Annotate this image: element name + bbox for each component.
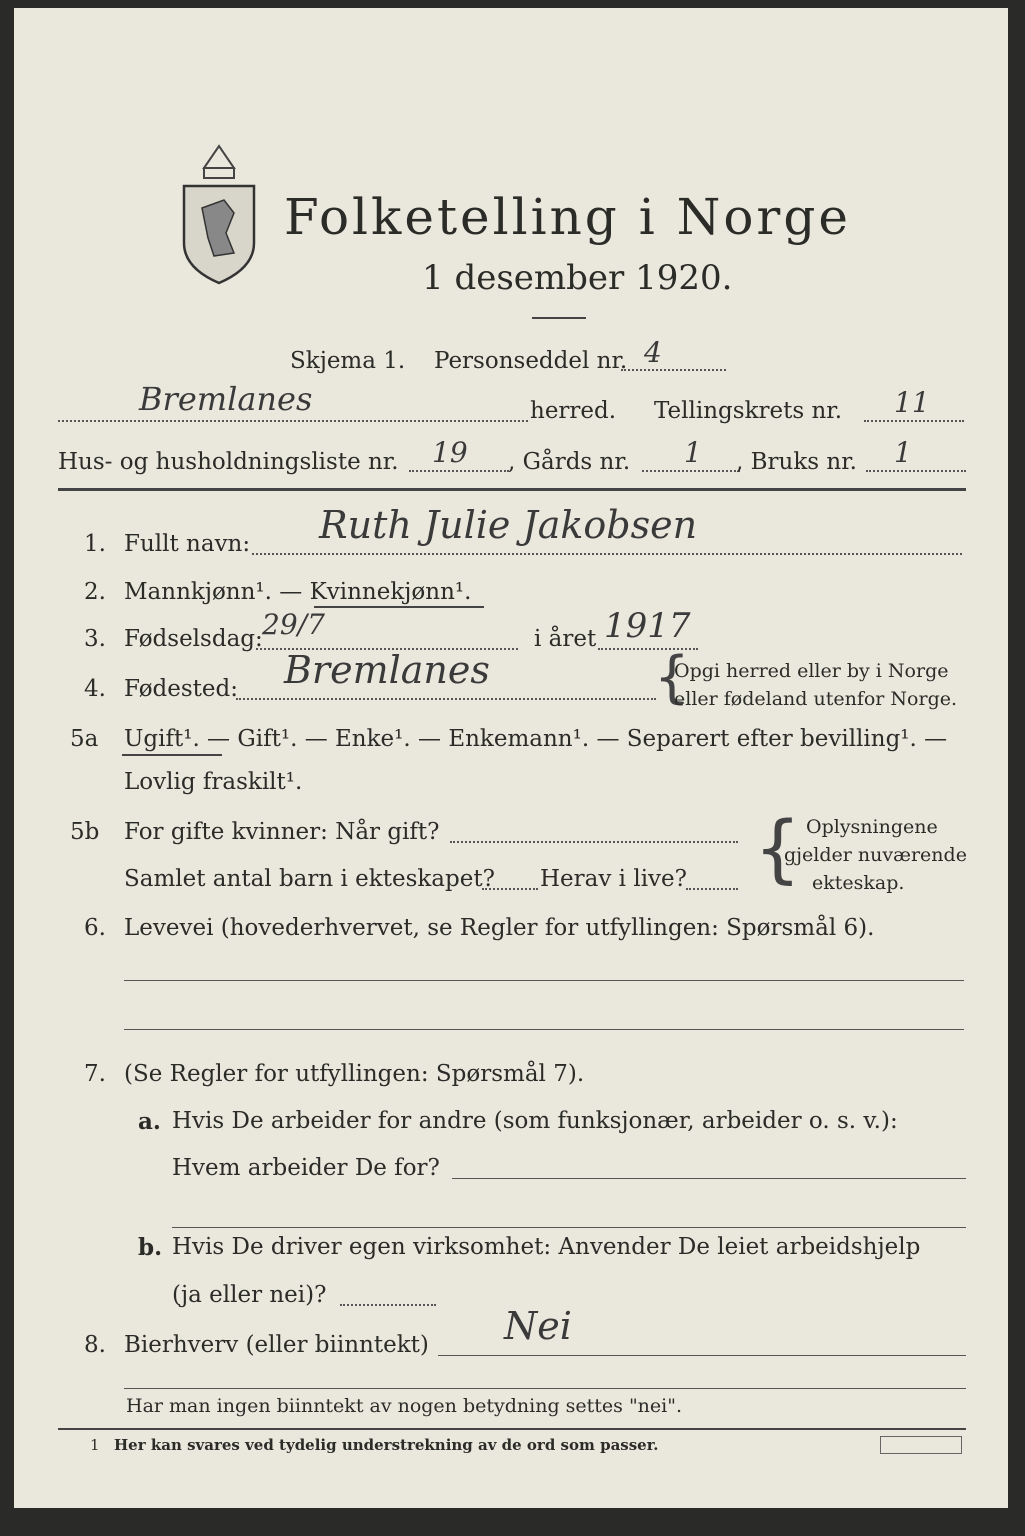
q7b-line-1: Hvis De driver egen virksomhet: Anvender De leiet arbeidshjelp <box>172 1234 921 1260</box>
q5a-number: 5a <box>70 726 99 752</box>
footnote-text: Her kan svares ved tydelig understrekning av de ord som passer. <box>114 1436 659 1454</box>
personseddel-value: 4 <box>644 336 662 369</box>
tellingskrets-line <box>864 420 964 422</box>
fullt-navn-line <box>252 553 962 555</box>
q7a-line-2: Hvem arbeider De for? <box>172 1155 440 1181</box>
kjonn-underline <box>314 606 484 608</box>
biinntekt-note: Har man ingen biinntekt av nogen betydning settes "nei". <box>126 1395 683 1417</box>
sivilstand-line-2: Lovlig fraskilt¹. <box>124 769 303 795</box>
footnote-mark: 1 <box>90 1436 100 1454</box>
q7-number: 7. <box>84 1061 106 1087</box>
hus-value: 19 <box>432 436 468 469</box>
q4-number: 4. <box>84 676 106 702</box>
q7b-letter: b. <box>138 1234 163 1261</box>
census-form-page <box>14 8 1008 1508</box>
form-date: 1 desember 1920. <box>422 258 733 298</box>
fullt-navn-value: Ruth Julie Jakobsen <box>319 503 698 547</box>
levevei-line-2 <box>124 1029 964 1030</box>
gards-line <box>642 470 740 472</box>
ugift-underline <box>122 754 222 756</box>
fodested-note-1: Opgi herred eller by i Norge <box>674 660 949 682</box>
tellingskrets-label: Tellingskrets nr. <box>654 398 843 424</box>
kjonn-label: Mannkjønn¹. — Kvinnekjønn¹. <box>124 579 472 605</box>
title-divider <box>532 317 586 319</box>
q7-label: (Se Regler for utfyllingen: Spørsmål 7). <box>124 1061 585 1087</box>
q7a-line-1: Hvis De arbeider for andre (som funksjonær, arbeider o. s. v.): <box>172 1108 898 1134</box>
aaret-value: 1917 <box>604 606 691 646</box>
q8-number: 8. <box>84 1332 106 1358</box>
q2-number: 2. <box>84 579 106 605</box>
personseddel-line <box>621 369 726 371</box>
printer-stamp <box>880 1436 962 1454</box>
q7b-answer-line <box>340 1304 436 1306</box>
bruks-label: , Bruks nr. <box>736 449 857 475</box>
oply-brace: { <box>754 806 802 892</box>
barn-label: Samlet antal barn i ekteskapet? <box>124 866 495 892</box>
fodselsdag-value: 29/7 <box>262 608 325 641</box>
herred-line <box>58 420 528 422</box>
fullt-navn-label: Fullt navn: <box>124 531 251 557</box>
aaret-label: i året <box>534 626 597 652</box>
skjema-label: Skjema 1. <box>290 348 406 374</box>
form-title: Folketelling i Norge <box>284 188 851 246</box>
gards-label: , Gårds nr. <box>508 449 631 475</box>
naar-gift-line <box>450 841 738 843</box>
oply-note-1: Oplysningene <box>806 816 938 838</box>
q7a-answer-line-2 <box>172 1227 966 1228</box>
levevei-line-1 <box>124 980 964 981</box>
bierhverv-label: Bierhverv (eller biinntekt) <box>124 1332 429 1358</box>
fodested-value: Bremlanes <box>284 648 490 692</box>
coat-of-arms-icon <box>174 138 264 288</box>
sivilstand-line-1: Ugift¹. — Gift¹. — Enke¹. — Enkemann¹. — Separert efter bevilling¹. — <box>124 726 948 752</box>
fodselsdag-label: Fødselsdag: <box>124 626 263 652</box>
q5b-number: 5b <box>70 819 100 845</box>
personseddel-label: Personseddel nr. <box>434 348 628 374</box>
bottom-divider <box>124 1388 966 1389</box>
bruks-value: 1 <box>894 436 912 469</box>
bierhverv-value: Nei <box>504 1304 572 1348</box>
naar-gift-label: For gifte kvinner: Når gift? <box>124 819 440 845</box>
gards-value: 1 <box>684 436 702 469</box>
q1-number: 1. <box>84 531 106 557</box>
oply-note-2: gjelder nuværende <box>784 844 967 866</box>
footer-divider <box>58 1428 966 1430</box>
header-divider <box>58 488 966 491</box>
hus-line <box>409 470 509 472</box>
q7b-line-2: (ja eller nei)? <box>172 1282 327 1308</box>
fodested-note-2: eller fødeland utenfor Norge. <box>674 688 958 710</box>
herred-label: herred. <box>530 398 617 424</box>
levevei-label: Levevei (hovederhvervet, se Regler for utfyllingen: Spørsmål 6). <box>124 915 875 941</box>
q7a-answer-line <box>452 1178 966 1179</box>
q3-number: 3. <box>84 626 106 652</box>
q7a-letter: a. <box>138 1108 161 1135</box>
hus-label: Hus- og husholdningsliste nr. <box>58 449 399 475</box>
bierhverv-line <box>438 1355 966 1356</box>
oply-note-3: ekteskap. <box>812 872 905 894</box>
fodested-label: Fødested: <box>124 676 239 702</box>
barn-line <box>482 888 538 890</box>
q6-number: 6. <box>84 915 106 941</box>
herred-value: Bremlanes <box>139 380 313 418</box>
ilive-label: Herav i live? <box>540 866 687 892</box>
ilive-line <box>686 888 738 890</box>
fodested-line <box>236 698 656 700</box>
tellingskrets-value: 11 <box>894 386 930 419</box>
fodested-brace: { <box>654 645 690 710</box>
bruks-line <box>866 470 966 472</box>
